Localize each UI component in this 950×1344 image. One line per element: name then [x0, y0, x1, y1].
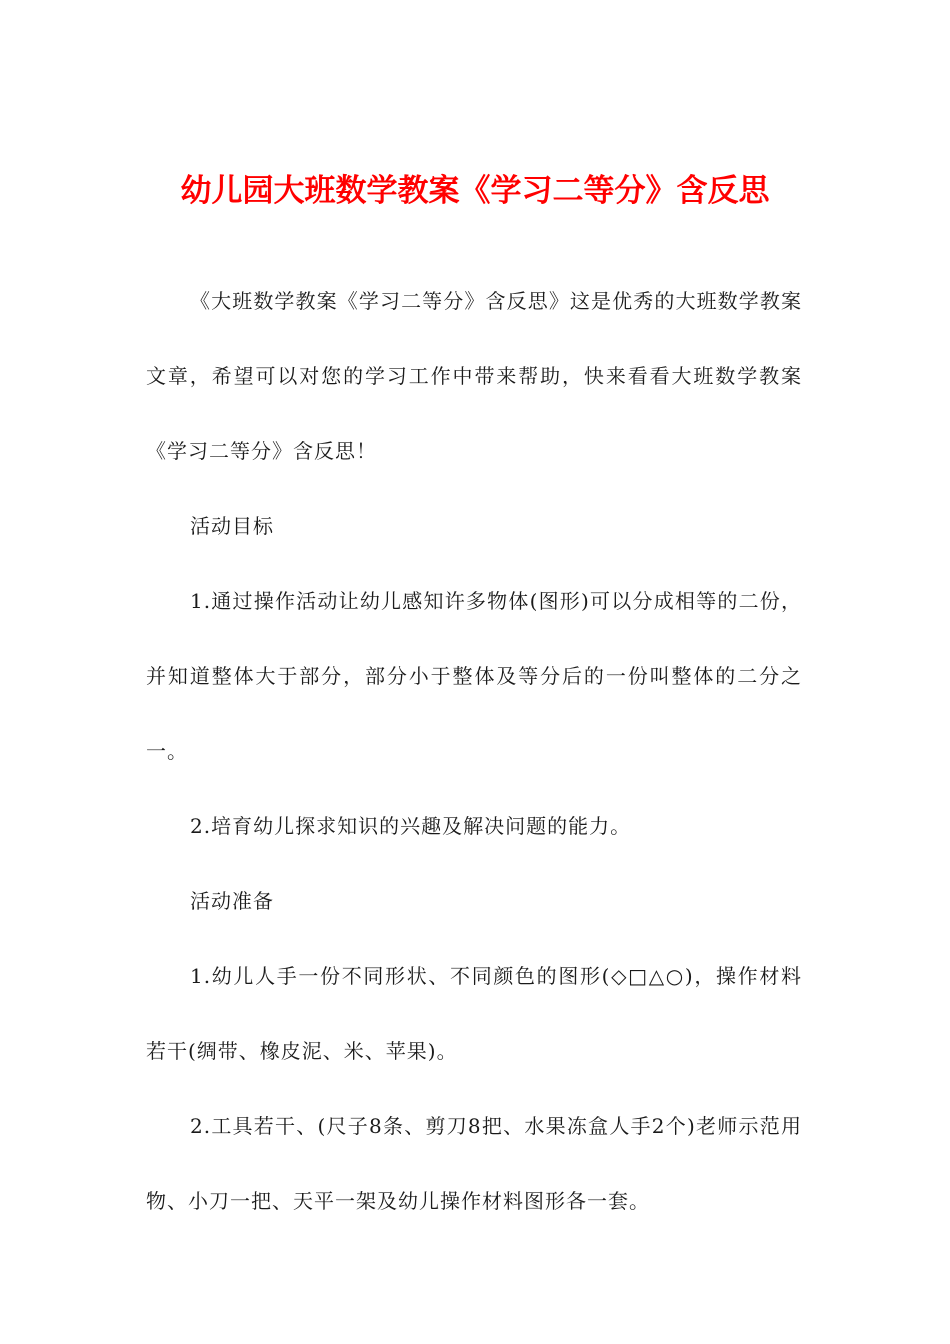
section-heading-activity-preparation: 活动准备: [190, 889, 274, 913]
goal-item-1: 1.通过操作活动让幼儿感知许多物体(图形)可以分成相等的二份，并知道整体大于部分，部分小于整体及等分后的一份叫整体的二分之一。: [146, 589, 802, 763]
document-title: 幼儿园大班数学教案《学习二等分》含反思: [180, 172, 770, 209]
intro-paragraph: 《大班数学教案《学习二等分》含反思》这是优秀的大班数学教案文章，希望可以对您的学习工作中带来帮助，快来看看大班数学教案《学习二等分》含反思！: [146, 289, 802, 463]
preparation-item-1: 1.幼儿人手一份不同形状、不同颜色的图形(◇□△○)，操作材料若干(绸带、橡皮泥、米、苹果)。: [146, 964, 802, 1063]
document-body: [146, 264, 802, 1239]
section-heading-activity-goals: 活动目标: [190, 514, 274, 538]
preparation-item-2: 2.工具若干、(尺子8条、剪刀8把、水果冻盒人手2个)老师示范用物、小刀一把、天平一架及幼儿操作材料图形各一套。: [146, 1114, 802, 1213]
goal-item-2: 2.培育幼儿探求知识的兴趣及解决问题的能力。: [190, 814, 632, 838]
